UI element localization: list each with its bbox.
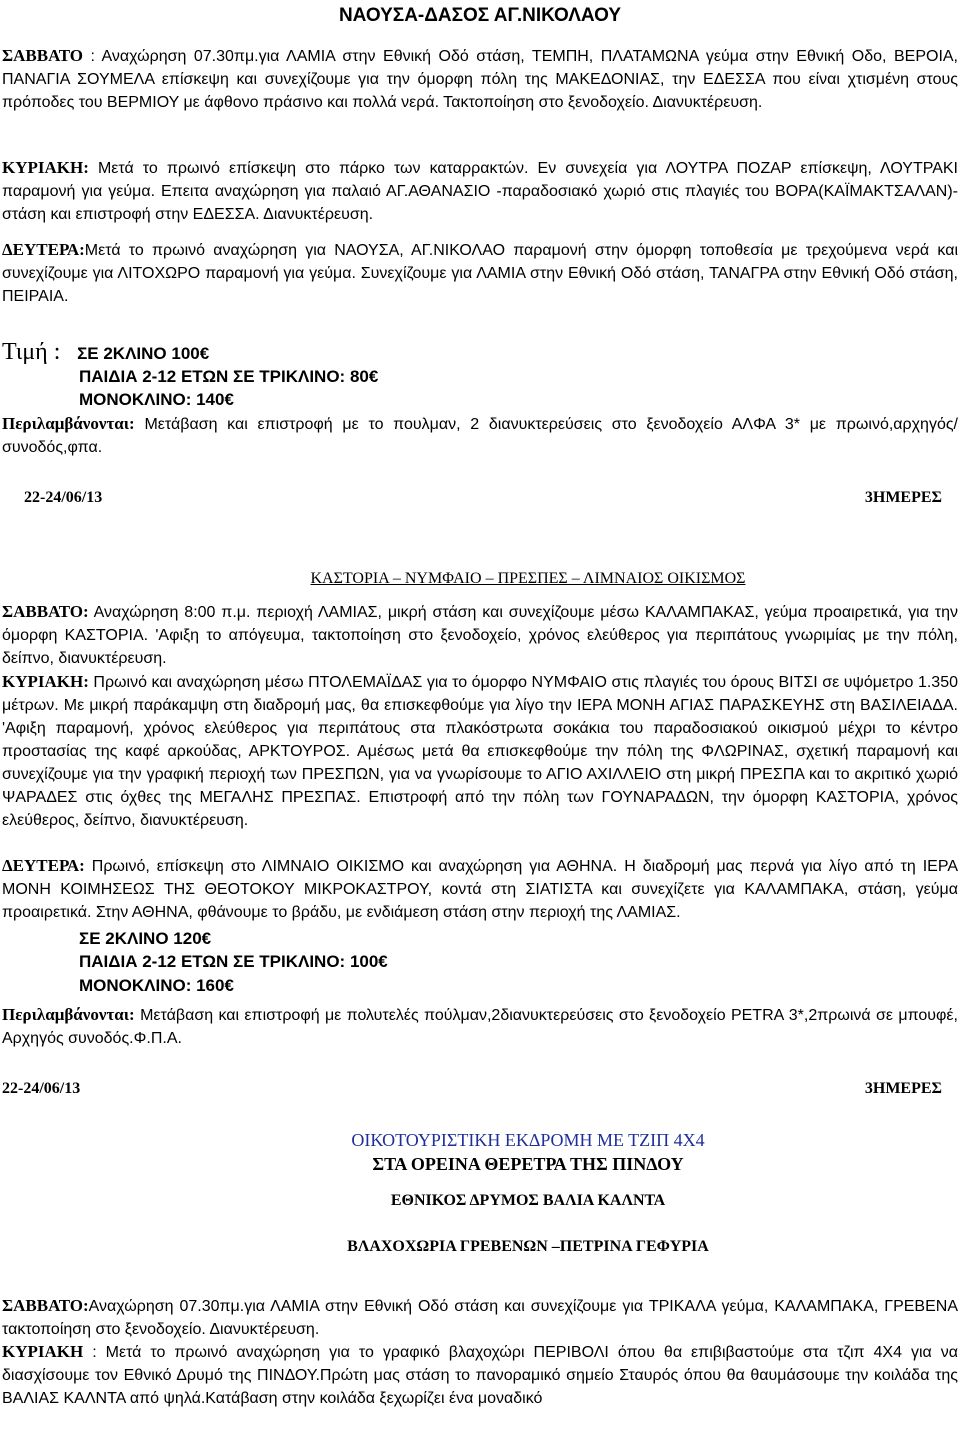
trip2-price-child: ΠΑΙΔΙΑ 2-12 ΕΤΩΝ ΣΕ ΤΡΙΚΛΙΝΟ: 100€ [79,952,388,971]
trip1-included-label: Περιλαμβάνονται: [2,414,135,433]
trip1-price-row [2,338,209,368]
trip2-price-double: ΣΕ 2ΚΛΙΝΟ 120€ [79,929,212,948]
trip2-days: 3ΗΜΕΡΕΣ [864,489,942,506]
trip3-heading-3: ΕΘΝΙΚΟΣ ΔΡΥΜΟΣ ΒΑΛΙΑ ΚΑΛΝΤΑ [390,1192,666,1209]
trip3-heading-1: ΟΙΚΟΤΟΥΡΙΣΤΙΚΗ ΕΚΔΡΟΜΗ ΜΕ ΤΖΙΠ 4Χ4 [351,1130,705,1150]
trip2-sunday [2,670,958,832]
trip2-price-single: ΜΟΝΟΚΛΙΝΟ: 160€ [79,976,234,995]
trip3-saturday-text: Αναχώρηση 07.30πμ.για ΛΑΜΙΑ στην Εθνική Οδό στάση και συνεχίζουμε για ΤΡΙΚΑΛΑ γεύμα, ΚΑΛΑΜΠΑΚΑ, ΓΡΕΒΕΝΑ τακτοποίηση στο ξενοδοχείο. Διανυκτέρευση. [2,1298,958,1338]
trip2-monday-text: Πρωινό, επίσκεψη στο ΛΙΜΝΑΙΟ ΟΙΚΙΣΜΟ και αναχώρηση για ΑΘΗΝΑ. Η διαδρομή μας περνά για λίγο από τη ΙΕΡΑ ΜΟΝΗ ΚΟΙΜΗΣΕΩΣ ΤΗΣ ΘΕΟΤΟΚΟΥ ΜΙΚΡΟΚΑΣΤΡΟΥ, κοντά στη ΣΙΑΤΙΣΤΑ και συνεχίζετε για ΚΑΛΑΜΠΑΚΑ, στάση, γεύμα προαιρετικά. Στην ΑΘΗΝΑ, φθάνουμε το βράδυ, με ενδιάμεση στάση στην περιοχή της ΛΑΜΙΑΣ. [2,858,958,921]
trip2-heading: ΚΑΣΤΟΡΙΑ – ΝΥΜΦΑΙΟ – ΠΡΕΣΠΕΣ – ΛΙΜΝΑΙΟΣ ΟΙΚΙΣΜΟΣ [310,570,746,587]
trip3-sunday [2,1340,958,1410]
trip1-monday-text: Μετά το πρωινό αναχώρηση για ΝΑΟΥΣΑ, ΑΓ.ΝΙΚΟΛΑΟ παραμονή στην όμορφη τοποθεσία με τρεχούμενα νερά και συνεχίζουμε για ΛΙΤΟΧΩΡΟ παραμονή για γεύμα. Συνεχίζουμε για ΛΑΜΙΑ στην Εθνική Οδό στάση, ΤΑΝΑΓΡΑ στην Εθνική Οδό στάση, ΠΕΙΡΑΙΑ. [2,242,958,305]
trip1-price-label: Τιμή : [2,339,61,365]
trip2-date: 22-24/06/13 [24,489,103,506]
trip3-heading-4: ΒΛΑΧΟΧΩΡΙΑ ΓΡΕΒΕΝΩΝ –ΠΕΤΡΙΝΑ ΓΕΦΥΡΙΑ [347,1238,709,1255]
trip3-heading-2: ΣΤΑ ΟΡΕΙΝΑ ΘΕΡΕΤΡΑ ΤΗΣ ΠΙΝΔΟΥ [372,1154,684,1174]
trip3-date: 22-24/06/13 [2,1080,81,1097]
trip1-sunday-text: Μετά το πρωινό επίσκεψη στο πάρκο των καταρρακτών. Εν συνεχεία για ΛΟΥΤΡΑ ΠΟΖΑΡ επίσκεψη, ΛΟΥΤΡΑΚΙ παραμονή για γεύμα. Επειτα αναχώρηση για παλαιό ΑΓ.ΑΘΑΝΑΣΙΟ -παραδοσιακό χωριό στις πλαγιές του ΒΟΡΑ(ΚΑΪΜΑΚΤΣΑΛΑΝ)-στάση και επιστροφή στην ΕΔΕΣΣΑ. Διανυκτέρευση. [2,160,958,223]
trip2-included-text: Μετάβαση και επιστροφή με πολυτελές πούλμαν,2διανυκτερεύσεις στο ξενοδοχείο PETRA 3*,2πρωινά σε μπουφέ, Αρχηγός συνοδός.Φ.Π.Α. [2,1007,958,1047]
trip1-saturday-text: : Αναχώρηση 07.30πμ.για ΛΑΜΙΑ στην Εθνική Οδό στάση, ΤΕΜΠΗ, ΠΛΑΤΑΜΩΝΑ γεύμα στην Εθνική Οδο, ΒΕΡΟΙΑ, ΠΑΝΑΓΙΑ ΣΟΥΜΕΛΑ επίσκεψη και συνεχίζουμε για την όμορφη πόλη της ΜΑΚΕΔΟΝΙΑΣ, την ΕΔΕΣΣΑ που είναι χτισμένη στους πρόποδες του ΒΕΡΜΙΟΥ με άφθονο πράσινο και πολλά νερά. Τακτοποίηση στο ξενοδοχείο. Διανυκτέρευση. [2,48,958,111]
trip2-sunday-label: ΚΥΡΙΑΚΗ: [2,672,89,691]
trip2-included [2,1003,958,1050]
trip2-monday [2,854,958,924]
trip2-monday-label: ΔΕΥΤΕΡΑ: [2,856,85,875]
trip3-dateline [2,1078,942,1100]
trip2-sunday-text: Πρωινό και αναχώρηση μέσω ΠΤΟΛΕΜΑΪΔΑΣ για το όμορφο ΝΥΜΦΑΙΟ στις πλαγιές του όρους ΒΙΤΣΙ σε υψόμετρο 1.350 μέτρων. Με μικρή παράκαμψη στη διαδρομή μας, θα επισκεφθούμε για λίγο την ΙΕΡΑ ΜΟΝΗ ΑΓΙΑΣ ΠΑΡΑΣΚΕΥΗΣ στη ΒΑΣΙΛΕΙΑΔΑ. 'Αφιξη παραμονή, χρόνος ελεύθερος για περιπάτους στα πλακόστρωτα σοκάκια του παραδοσιακού οικισμού μέχρι το κέντρο προστασίας της καφέ αρκούδας, ΑΡΚΤΟΥΡΟΣ. Αμέσως μετά θα επισκεφθούμε την πόλη της ΦΛΩΡΙΝΑΣ, σχετική παραμονή και συνεχίζουμε για την γραφική περιοχή των ΠΡΕΣΠΩΝ, για να γνωρίσουμε το ΑΓΙΟ ΑΧΙΛΛΕΙΟ στη μικρή ΠΡΕΣΠΑ και το ακριτικό χωριό ΨΑΡΑΔΕΣ στις όχθες της ΜΕΓΑΛΗΣ ΠΡΕΣΠΑΣ. Επιστροφή από την πόλη των ΓΟΥΝΑΡΑΔΩΝ, την όμορφη ΚΑΣΤΟΡΙΑ, χρόνος ελεύθερος, δείπνο, διανυκτέρευση. [2,674,958,829]
trip2-saturday [2,600,958,670]
trip3-sunday-text: : Μετά το πρωινό αναχώρηση για το γραφικό βλαχοχώρι ΠΕΡΙΒΟΛΙ όπου θα επιβιβαστούμε στα τζιπ 4Χ4 για να διασχίσουμε τον Εθνικό Δρυμό της ΠΙΝΔΟΥ.Πρώτη μας στάση το πανοραμικό σημείο Σταυρός όπου θα θαυμάσουμε την κοιλάδα της ΒΑΛΙΑΣ ΚΑΛΝΤΑ από ψηλά.Κατάβαση στην κοιλάδα ξεχωρίζει ένα μοναδικό [2,1344,958,1407]
trip2-dateline [2,487,942,509]
trip1-included [2,412,958,459]
trip1-heading: ΝΑΟΥΣΑ-ΔΑΣΟΣ ΑΓ.ΝΙΚΟΛΑΟΥ [338,5,622,26]
trip1-monday-label: ΔΕΥΤΕΡΑ: [2,240,85,259]
trip1-included-text: Μετάβαση και επιστροφή με το πουλμαν, 2 διανυκτερεύσεις στο ξενοδοχείο ΑΛΦΑ 3* με πρωινό,αρχηγός/συνοδός,φπα. [2,416,958,456]
trip2-included-label: Περιλαμβάνονται: [2,1005,135,1024]
trip1-monday [2,238,958,308]
trip1-sunday [2,156,958,226]
trip2-saturday-label: ΣΑΒΒΑΤΟ: [2,602,89,621]
trip1-price-double: ΣΕ 2ΚΛΙΝΟ 100€ [77,344,210,363]
trip1-price-single: ΜΟΝΟΚΛΙΝΟ: 140€ [79,390,234,409]
trip1-saturday-label: ΣΑΒΒΑΤΟ [2,46,83,65]
trip1-saturday [2,44,958,114]
trip1-price-child: ΠΑΙΔΙΑ 2-12 ΕΤΩΝ ΣΕ ΤΡΙΚΛΙΝΟ: 80€ [79,367,379,386]
trip3-sunday-label: ΚΥΡΙΑΚΗ [2,1342,84,1361]
trip3-saturday-label: ΣΑΒΒΑΤΟ: [2,1296,89,1315]
trip3-days: 3ΗΜΕΡΕΣ [864,1080,942,1097]
trip1-sunday-label: ΚΥΡΙΑΚΗ: [2,158,89,177]
trip3-saturday [2,1294,958,1341]
trip2-saturday-text: Αναχώρηση 8:00 π.μ. περιοχή ΛΑΜΙΑΣ, μικρή στάση και συνεχίζουμε μέσω ΚΑΛΑΜΠΑΚΑΣ, γεύμα προαιρετικά, για την όμορφη ΚΑΣΤΟΡΙΑ. 'Αφιξη το απόγευμα, τακτοποίηση στο ξενοδοχείο, χρόνος ελεύθερος για περιπάτους γνωριμίας με την πόλη, δείπνο, διανυκτέρευση. [2,604,958,667]
